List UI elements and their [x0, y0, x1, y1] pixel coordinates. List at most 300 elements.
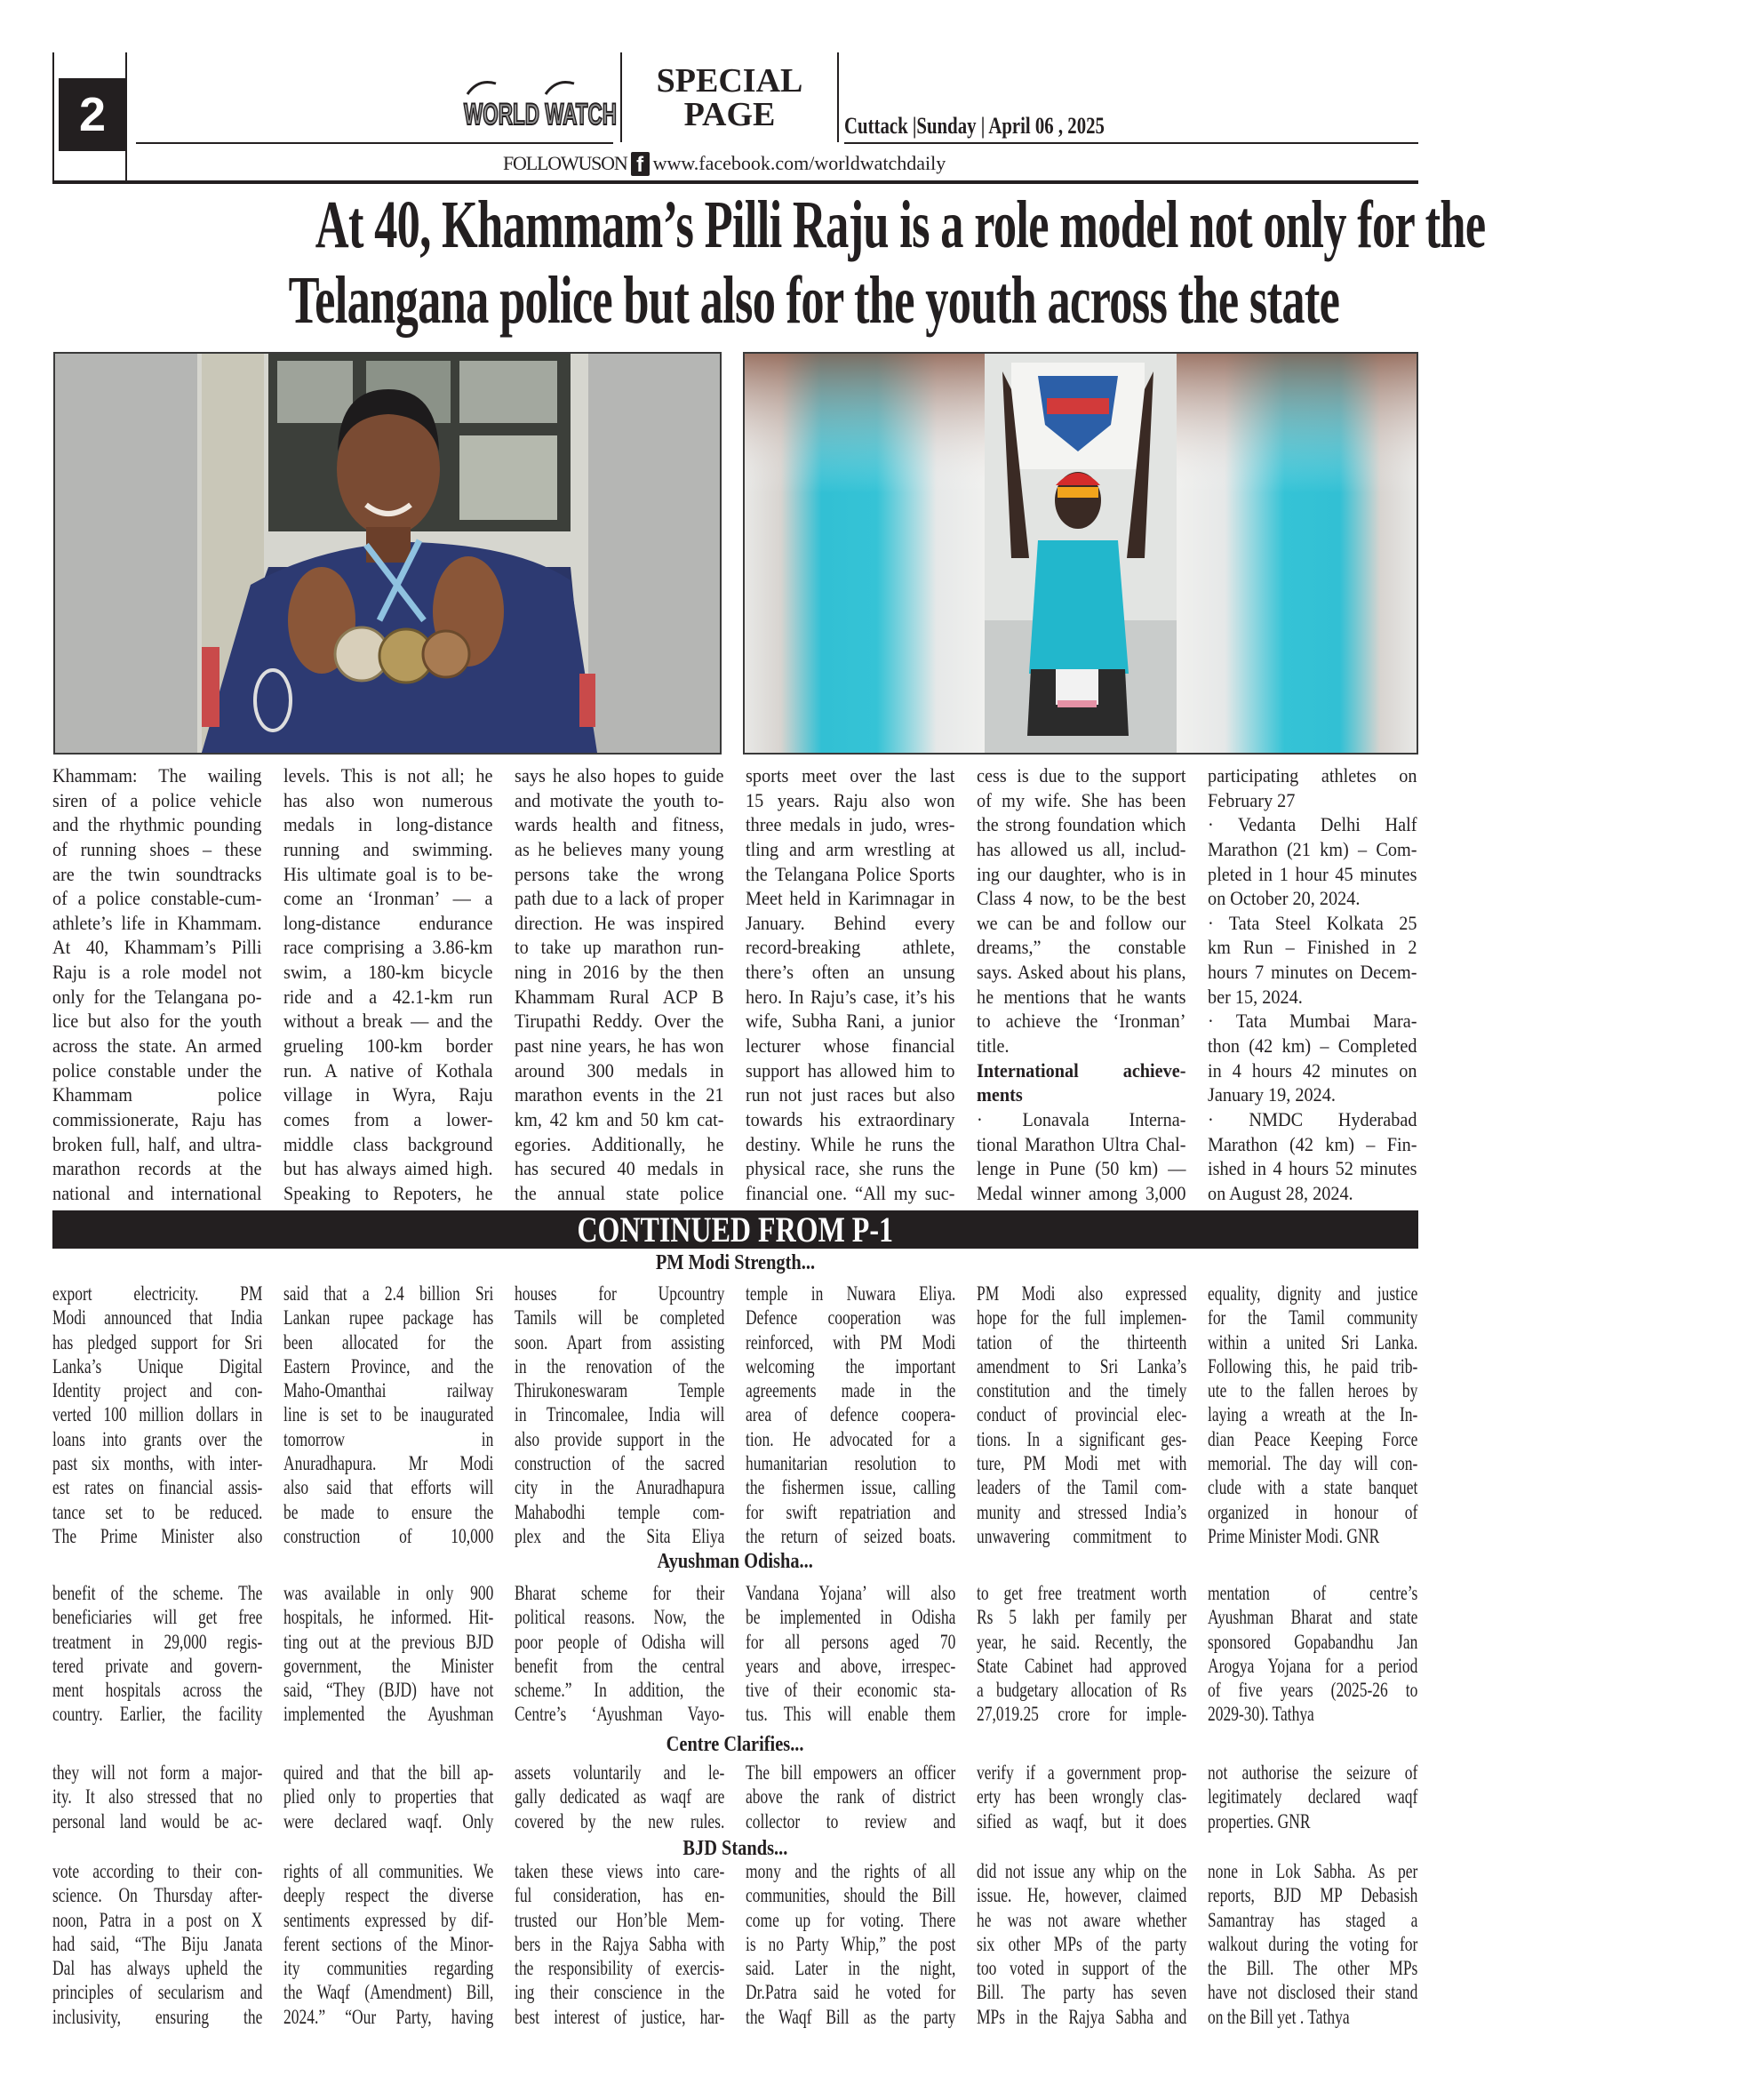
- text-column: [1208, 1859, 1417, 2029]
- text-line: Modi announced that India: [52, 1306, 263, 1329]
- athlete-medals-photo-icon: [55, 354, 720, 753]
- text-line: Rs 5 lakh per family per: [977, 1606, 1187, 1629]
- text-line: plex and the Sita Eliya: [515, 1524, 725, 1547]
- text-line: has pledged support for Sri: [52, 1330, 263, 1353]
- text-line: properties. GNR: [1208, 1809, 1311, 1833]
- text-line: walkout during the voting for: [1208, 1932, 1418, 1955]
- text-line: covered by the new rules.: [515, 1809, 725, 1833]
- text-line: broken full, half, and ultra-: [52, 1132, 262, 1155]
- text-line: temple in Nuwara Eliya.: [746, 1282, 956, 1305]
- text-line: taken these views into care-: [515, 1860, 725, 1882]
- text-line: km, 42 km and 50 km cat-: [515, 1107, 724, 1130]
- text-line: athlete’s life in Khammam.: [52, 911, 262, 934]
- text-line: ber 15, 2024.: [1208, 985, 1303, 1008]
- text-line: benefit of the scheme. The: [52, 1582, 263, 1604]
- text-line: run. A native of Kothala: [283, 1058, 493, 1082]
- text-line: long-distance endurance: [283, 911, 493, 934]
- text-line: be made to ensure the: [283, 1500, 494, 1523]
- text-line: on October 20, 2024.: [1208, 887, 1361, 910]
- text-line: sponsored Gopabandhu Jan: [1208, 1630, 1418, 1653]
- text-line: of a police constable-cum-: [52, 887, 262, 910]
- text-column: [977, 763, 1186, 1206]
- text-line: State Cabinet had approved: [977, 1654, 1187, 1677]
- text-line: police constable under the: [52, 1058, 262, 1082]
- text-line: Raju is a role model not: [52, 961, 262, 984]
- section-heading-pm-modi: [52, 1250, 1418, 1275]
- text-column: [1208, 1581, 1417, 1727]
- text-line: grueling 100-km border: [283, 1034, 493, 1058]
- text-line: · Tata Mumbai Mara-: [1208, 1010, 1417, 1033]
- text-line: says he also hopes to guide: [515, 764, 724, 787]
- text-line: race comprising a 3.86-km: [283, 936, 493, 959]
- text-line: Marathon (42 km) – Fin-: [1208, 1132, 1417, 1155]
- text-line: Speaking to Repoters, he: [283, 1181, 493, 1204]
- text-line: for the Tamil community: [1208, 1306, 1418, 1329]
- text-column: [283, 1282, 493, 1548]
- text-line: · NMDC Hyderabad: [1208, 1107, 1417, 1130]
- text-column: [977, 1761, 1186, 1833]
- text-column: [515, 1761, 724, 1833]
- text-line: the fishermen issue, calling: [746, 1476, 956, 1499]
- text-line: tation of the thirteenth: [977, 1330, 1187, 1353]
- text-line: bers in the Rajya Sabha with: [515, 1932, 725, 1955]
- text-line: science. On Thursday after-: [52, 1884, 263, 1907]
- text-line: reports, BJD MP Debasish: [1208, 1884, 1418, 1907]
- text-line: Tamils will be completed: [515, 1306, 725, 1329]
- text-line: mentation of centre’s: [1208, 1582, 1418, 1604]
- text-line: said. Later in the night,: [746, 1957, 956, 1980]
- text-column: [515, 1282, 724, 1548]
- text-column: [52, 1859, 262, 2029]
- text-line: trusted our Hon’ble Mem-: [515, 1908, 725, 1931]
- text-line: did not issue any whip on the: [977, 1860, 1187, 1882]
- photo-raju-running: [743, 352, 1418, 755]
- text-line: verted 100 million dollars in: [52, 1403, 263, 1426]
- section-heading-centre-clarifies: [52, 1732, 1418, 1757]
- text-line: of running shoes – these: [52, 837, 262, 860]
- text-line: year, he said. Recently, the: [977, 1630, 1187, 1653]
- text-line: the Telangana Police Sports: [746, 862, 955, 885]
- text-line: Arogya Yojana for a period: [1208, 1654, 1418, 1677]
- text-line: tions. In a significant ges-: [977, 1427, 1187, 1450]
- text-line: thon (42 km) – Completed: [1208, 1034, 1417, 1058]
- text-line: to get free treatment worth: [977, 1582, 1187, 1604]
- text-line: to take up marathon run-: [515, 936, 724, 959]
- text-line: principles of secularism and: [52, 1981, 263, 2004]
- text-line: said that a 2.4 billion Sri: [283, 1282, 494, 1305]
- text-column: [283, 1859, 493, 2029]
- text-line: assets voluntarily and le-: [515, 1761, 725, 1784]
- text-line: quired and that the bill ap-: [283, 1761, 494, 1784]
- text-line: reinforced, with PM Modi: [746, 1330, 956, 1353]
- text-line: gally dedicated as waqf are: [515, 1785, 725, 1809]
- text-line: come an ‘Ironman’ — a: [283, 887, 493, 910]
- text-line: communities, should the Bill: [746, 1884, 956, 1907]
- text-line: they will not form a major-: [52, 1761, 263, 1784]
- text-line: unwavering commitment to: [977, 1524, 1187, 1547]
- masthead-divider-2: [837, 52, 839, 142]
- text-line: tling and arm wrestling at: [746, 837, 955, 860]
- section-heading-bjd-stands: [52, 1836, 1418, 1861]
- text-line: ture, PM Modi met with: [977, 1452, 1187, 1475]
- text-line: houses for Upcountry: [515, 1282, 725, 1305]
- text-column: [283, 763, 493, 1206]
- subheading-line: ments: [977, 1083, 1023, 1106]
- text-line: leaders of the Tamil com-: [977, 1476, 1187, 1499]
- subheading-line: International achieve-: [977, 1058, 1186, 1082]
- text-line: tance set to be reduced.: [52, 1500, 263, 1523]
- headline-text: At 40, Khammam’s Pilli Raju is a role model not only for the: [315, 188, 1486, 262]
- text-line: tomorrow in: [283, 1427, 494, 1450]
- text-line: swim, a 180-km bicycle: [283, 961, 493, 984]
- text-line: had said, “The Biju Janata: [52, 1932, 263, 1955]
- text-line: His ultimate goal is to be-: [283, 862, 493, 885]
- text-line: tional Marathon Ultra Chal-: [977, 1132, 1186, 1155]
- text-line: for all persons aged 70: [746, 1630, 956, 1653]
- text-line: implemented the Ayushman: [283, 1703, 494, 1726]
- text-line: · Tata Steel Kolkata 25: [1208, 911, 1417, 934]
- newspaper-logo: [460, 75, 620, 137]
- text-line: and the rhythmic pounding: [52, 813, 262, 836]
- text-line: levels. This is not all; he: [283, 764, 493, 787]
- text-line: in the renovation of the: [515, 1354, 725, 1377]
- text-line: towards his extraordinary: [746, 1107, 955, 1130]
- text-line: ting out at the previous BJD: [283, 1630, 494, 1653]
- text-line: legitimately declared waqf: [1208, 1785, 1418, 1809]
- text-line: of five years (2025-26 to: [1208, 1679, 1418, 1702]
- text-column: [977, 1859, 1186, 2029]
- text-line: the strong foundation which: [977, 813, 1186, 836]
- text-line: egories. Additionally, he: [515, 1132, 724, 1155]
- text-line: in Trincomalee, India will: [515, 1403, 725, 1426]
- text-line: equality, dignity and justice: [1208, 1282, 1418, 1305]
- text-line: munity and stressed India’s: [977, 1500, 1187, 1523]
- text-line: as he believes many young: [515, 837, 724, 860]
- text-line: too voted in support of the: [977, 1957, 1187, 1980]
- text-line: ful consideration, has en-: [515, 1884, 725, 1907]
- text-line: country. Earlier, the facility: [52, 1703, 263, 1726]
- text-column: [283, 1581, 493, 1727]
- section-heading-text: Ayushman Odisha...: [657, 1550, 814, 1573]
- text-line: 15 years. Raju also won: [746, 788, 955, 811]
- text-column: [515, 1581, 724, 1727]
- text-line: · Lonavala Interna-: [977, 1107, 1186, 1130]
- text-line: agreements made in the: [746, 1379, 956, 1402]
- text-line: erty has been wrongly clas-: [977, 1785, 1187, 1809]
- text-column: [977, 1581, 1186, 1727]
- text-line: benefit from the central: [515, 1654, 725, 1677]
- text-line: Class 4 now, to be the best: [977, 887, 1186, 910]
- text-column: [515, 763, 724, 1206]
- facebook-url[interactable]: www.facebook.com/worldwatchdaily: [652, 152, 946, 174]
- text-line: lecturer whose financial: [746, 1034, 955, 1058]
- text-line: above the rank of district: [746, 1785, 956, 1809]
- text-line: persons take the wrong: [515, 862, 724, 885]
- text-line: running and swimming.: [283, 837, 493, 860]
- page-number: 2: [78, 88, 107, 141]
- text-line: dian Peace Keeping Force: [1208, 1427, 1418, 1450]
- text-line: ity communities regarding: [283, 1957, 494, 1980]
- text-line: has allowed us all, includ-: [977, 837, 1186, 860]
- text-line: cess is due to the support: [977, 764, 1186, 787]
- text-line: village in Wyra, Raju: [283, 1083, 493, 1106]
- text-line: years and above, irrespec-: [746, 1654, 956, 1677]
- text-line: vote according to their con-: [52, 1860, 263, 1882]
- headline-text: Telangana police but also for the youth across the state: [288, 263, 1340, 338]
- text-line: PM Modi also expressed: [977, 1282, 1187, 1305]
- text-line: on the Bill yet . Tathya: [1208, 2005, 1350, 2028]
- section-heading-text: Centre Clarifies...: [666, 1733, 804, 1756]
- text-line: three medals in judo, wres-: [746, 813, 955, 836]
- text-line: national and international: [52, 1181, 262, 1204]
- text-line: been allocated for the: [283, 1330, 494, 1353]
- text-line: loans into grants over the: [52, 1427, 263, 1450]
- text-line: construction of the sacred: [515, 1452, 725, 1475]
- masthead-underline-left: [136, 142, 613, 144]
- text-line: lenge in Pune (50 km) —: [977, 1157, 1186, 1180]
- text-line: around 300 medals in: [515, 1058, 724, 1082]
- text-line: The Prime Minister also: [52, 1524, 263, 1547]
- text-line: title.: [977, 1034, 1010, 1058]
- text-line: Marathon (21 km) – Com-: [1208, 837, 1417, 860]
- text-line: Identity project and con-: [52, 1379, 263, 1402]
- text-line: Medal winner among 3,000: [977, 1181, 1186, 1204]
- text-line: welcoming the important: [746, 1354, 956, 1377]
- text-line: middle class background: [283, 1132, 493, 1155]
- photo-raju-with-medals: [53, 352, 722, 755]
- text-line: The bill empowers an officer: [746, 1761, 956, 1784]
- text-line: said, “They (BJD) have not: [283, 1679, 494, 1702]
- text-line: there’s often an unsung: [746, 961, 955, 984]
- text-line: Samantray has staged a: [1208, 1908, 1418, 1931]
- text-line: without a break — and the: [283, 1010, 493, 1033]
- text-line: tered private and govern-: [52, 1654, 263, 1677]
- text-line: also provide support in the: [515, 1427, 725, 1450]
- text-line: the Bill. The other MPs: [1208, 1957, 1418, 1980]
- text-column: [283, 1761, 493, 1833]
- text-line: a budgetary allocation of Rs: [977, 1679, 1187, 1702]
- text-line: to achieve the ‘Ironman’: [977, 1010, 1186, 1033]
- text-line: Maho-Omanthai railway: [283, 1379, 494, 1402]
- text-line: ferent sections of the Minor-: [283, 1932, 494, 1955]
- text-line: but has always aimed high.: [283, 1157, 493, 1180]
- text-line: the return of seized boats.: [746, 1524, 956, 1547]
- facebook-icon: f: [631, 152, 650, 176]
- social-follow-strip: [503, 151, 946, 176]
- text-line: export electricity. PM: [52, 1282, 263, 1305]
- text-line: ity. It also stressed that no: [52, 1785, 263, 1809]
- text-line: collector to review and: [746, 1809, 956, 1833]
- text-line: dreams,” the constable: [977, 936, 1186, 959]
- text-line: ride and a 42.1-km run: [283, 985, 493, 1008]
- text-line: memorial. The day will con-: [1208, 1452, 1418, 1475]
- text-line: laying a wreath at the In-: [1208, 1403, 1418, 1426]
- text-line: Lankan rupee package has: [283, 1306, 494, 1329]
- text-line: pleted in 1 hour 45 minutes: [1208, 862, 1417, 885]
- text-line: in 4 hours 42 minutes on: [1208, 1058, 1417, 1082]
- text-line: amendment to Sri Lanka’s: [977, 1354, 1187, 1377]
- text-line: deeply respect the diverse: [283, 1884, 494, 1907]
- text-line: path due to a lack of proper: [515, 887, 724, 910]
- text-line: construction of 10,000: [283, 1524, 494, 1547]
- text-line: beneficiaries will get free: [52, 1606, 263, 1629]
- text-line: the Waqf (Amendment) Bill,: [283, 1981, 494, 2004]
- text-line: tion. He advocated for a: [746, 1427, 956, 1450]
- text-line: wife, Subha Rani, a junior: [746, 1010, 955, 1033]
- continued-banner: [52, 1210, 1418, 1249]
- text-line: At 40, Khammam’s Pilli: [52, 936, 262, 959]
- text-line: poor people of Odisha will: [515, 1630, 725, 1653]
- text-line: were declared waqf. Only: [283, 1809, 494, 1833]
- masthead-rule-left-vertical: [52, 52, 54, 183]
- text-line: line is set to be inaugurated: [283, 1403, 494, 1426]
- text-line: soon. Apart from assisting: [515, 1330, 725, 1353]
- text-line: sports meet over the last: [746, 764, 955, 787]
- text-line: Following this, he paid trib-: [1208, 1354, 1418, 1377]
- text-column: [746, 1859, 955, 2029]
- text-line: Vandana Yojana’ will also: [746, 1582, 956, 1604]
- text-line: Eastern Province, and the: [283, 1354, 494, 1377]
- text-line: plied only to properties that: [283, 1785, 494, 1809]
- text-line: past nine years, he has won: [515, 1034, 724, 1058]
- text-line: siren of a police vehicle: [52, 788, 262, 811]
- logo-text: WORLD WATCH: [464, 98, 617, 132]
- text-line: was available in only 900: [283, 1582, 494, 1604]
- text-column: [746, 1581, 955, 1727]
- text-line: ished in 4 hours 52 minutes: [1208, 1157, 1417, 1180]
- text-line: Khammam: The wailing: [52, 764, 262, 787]
- text-line: mony and the rights of all: [746, 1860, 956, 1882]
- text-line: Ayushman Bharat and state: [1208, 1606, 1418, 1629]
- text-line: constitution and the timely: [977, 1379, 1187, 1402]
- text-column: [52, 1282, 262, 1548]
- text-line: Khammam police: [52, 1083, 262, 1106]
- text-line: comes from a lower-: [283, 1107, 493, 1130]
- text-line: says. Asked about his plans,: [977, 961, 1186, 984]
- text-line: Dr.Patra said he voted for: [746, 1981, 956, 2004]
- text-line: also said that efforts will: [283, 1476, 494, 1499]
- text-line: hospitals, he informed. Hit-: [283, 1606, 494, 1629]
- follow-label: FOLLOWUSON: [503, 152, 627, 174]
- text-line: marathon records at the: [52, 1157, 262, 1180]
- text-line: six other MPs of the party: [977, 1932, 1187, 1955]
- text-line: rights of all communities. We: [283, 1860, 494, 1882]
- text-line: Defence cooperation was: [746, 1306, 956, 1329]
- text-line: 27,019.25 crore for imple-: [977, 1703, 1187, 1726]
- text-line: are the twin soundtracks: [52, 862, 262, 885]
- text-line: Khammam Rural ACP B: [515, 985, 724, 1008]
- text-line: be implemented in Odisha: [746, 1606, 956, 1629]
- text-column: [1208, 763, 1417, 1206]
- text-line: city in the Anuradhapura: [515, 1476, 725, 1499]
- text-line: hours 7 minutes on Decem-: [1208, 961, 1417, 984]
- text-line: Bharat scheme for their: [515, 1582, 725, 1604]
- text-column: [977, 1282, 1186, 1548]
- text-line: scheme.” In addition, the: [515, 1679, 725, 1702]
- text-line: Tirupathi Reddy. Over the: [515, 1010, 724, 1033]
- text-line: verify if a government prop-: [977, 1761, 1187, 1784]
- text-line: 2024.” “Our Party, having: [283, 2005, 494, 2028]
- text-line: noon, Patra in a post on X: [52, 1908, 263, 1931]
- text-column: [52, 763, 262, 1206]
- text-line: and motivate the youth to-: [515, 788, 724, 811]
- text-line: Dal has always upheld the: [52, 1957, 263, 1980]
- section-heading-text: PM Modi Strength...: [655, 1251, 816, 1274]
- logo-wordmark-icon: [460, 75, 620, 137]
- text-line: have not disclosed their stand: [1208, 1981, 1418, 2004]
- text-column: [746, 1761, 955, 1833]
- text-line: commissionerate, Raju has: [52, 1107, 262, 1130]
- text-line: the annual state police: [515, 1181, 724, 1204]
- text-line: MPs in the Rajya Sabha and: [977, 2005, 1187, 2028]
- text-line: support has allowed him to: [746, 1058, 955, 1082]
- text-line: Anuradhapura. Mr Modi: [283, 1452, 494, 1475]
- text-line: has also won numerous: [283, 788, 493, 811]
- section-heading-text: BJD Stands...: [682, 1837, 788, 1860]
- text-line: medals in long-distance: [283, 813, 493, 836]
- text-line: participating athletes on: [1208, 764, 1417, 787]
- text-line: Prime Minister Modi. GNR: [1208, 1524, 1380, 1547]
- text-line: Mahabodhi temple com-: [515, 1500, 725, 1523]
- text-line: ment hospitals across the: [52, 1679, 263, 1702]
- marathon-runner-photo-icon: [745, 354, 1417, 753]
- text-line: ning in 2016 by the then: [515, 961, 724, 984]
- text-line: only for the Telangana po-: [52, 985, 262, 1008]
- text-line: he mentions that he wants: [977, 985, 1186, 1008]
- text-column: [746, 763, 955, 1206]
- text-line: the Waqf Bill as the party: [746, 2005, 956, 2028]
- text-line: Meet held in Karimnagar in: [746, 887, 955, 910]
- text-line: sified as waqf, but it does: [977, 1809, 1187, 1833]
- text-line: Lanka’s Unique Digital: [52, 1354, 263, 1377]
- text-line: political reasons. Now, the: [515, 1606, 725, 1629]
- text-line: record-breaking athlete,: [746, 936, 955, 959]
- masthead-underline-right: [844, 142, 1418, 144]
- text-line: est rates on financial assis-: [52, 1476, 263, 1499]
- text-line: none in Lok Sabha. As per: [1208, 1860, 1418, 1882]
- text-line: has secured 40 medals in: [515, 1157, 724, 1180]
- text-line: for swift repatriation and: [746, 1500, 956, 1523]
- text-column: [515, 1859, 724, 2029]
- text-line: the responsibility of exercis-: [515, 1957, 725, 1980]
- text-line: treatment in 29,000 regis-: [52, 1630, 263, 1653]
- text-line: personal land would be ac-: [52, 1809, 263, 1833]
- headline-line-2: [52, 263, 1418, 338]
- text-line: clude with a state banquet: [1208, 1476, 1418, 1499]
- text-line: direction. He was inspired: [515, 911, 724, 934]
- text-line: destiny. While he runs the: [746, 1132, 955, 1155]
- page-number-badge: [59, 78, 126, 151]
- text-line: best interest of justice, har-: [515, 2005, 725, 2028]
- text-line: wards health and fitness,: [515, 813, 724, 836]
- text-line: km Run – Finished in 2: [1208, 936, 1417, 959]
- text-line: government, the Minister: [283, 1654, 494, 1677]
- text-line: he was not aware whether: [977, 1908, 1187, 1931]
- text-line: on August 28, 2024.: [1208, 1181, 1353, 1204]
- text-line: area of defence coopera-: [746, 1403, 956, 1426]
- text-column: [1208, 1282, 1417, 1548]
- text-line: organized in honour of: [1208, 1500, 1418, 1523]
- text-line: come up for voting. There: [746, 1908, 956, 1931]
- headline-line-1: [52, 188, 1486, 262]
- section-label-special: SPECIAL: [656, 62, 803, 100]
- text-line: hero. In Raju’s case, it’s his: [746, 985, 955, 1008]
- text-line: tus. This will enable them: [746, 1703, 956, 1726]
- text-line: February 27: [1208, 788, 1296, 811]
- text-column: [1208, 1761, 1417, 1833]
- text-line: tive of their economic sta-: [746, 1679, 956, 1702]
- text-line: physical race, she runs the: [746, 1157, 955, 1180]
